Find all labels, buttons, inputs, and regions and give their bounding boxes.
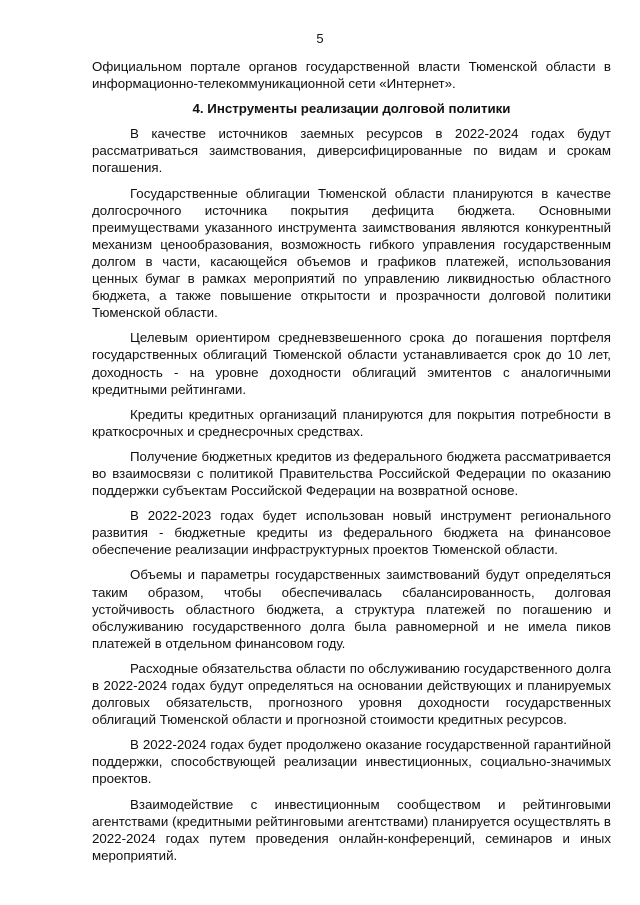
page-number: 5 <box>316 31 324 46</box>
paragraph-borrowing-sources: В качестве источников заемных ресурсов в 2022-2024 годах будут рассматриваться заимствования, диверсифицированные по видам и срокам погашения. <box>92 126 611 176</box>
section-heading: 4. Инструменты реализации долговой политики <box>192 101 511 117</box>
paragraph-government-bonds: Государственные облигации Тюменской области планируются в качестве долгосрочного источника покрытия дефицита бюджета. Основными преимуществами указанного инструмента заимствования являются конкурентный механизм ценообразования, возможность гибкого управления государственным долгом в части, касающейся объемов и графиков платежей, использования ценных бумаг в рамках мероприятий по управлению ликвидностью областного бюджета, а также повышение открытости и прозрачности долговой политики Тюменской области. <box>92 185 611 321</box>
paragraph-infrastructure-loans: В 2022-2023 годах будет использован новый инструмент регионального развития - бюджетные кредиты из федерального бюджета на финансовое обеспечение реализации инфраструктурных проектов Тюменской области. <box>92 508 611 558</box>
document-body <box>92 58 611 872</box>
paragraph-investor-relations: Взаимодействие с инвестиционным сообществом и рейтинговыми агентствами (кредитными рейтинговыми агентствами) планируется осуществлять в 2022-2024 годах путем проведения онлайн-конференций, семинаров и иных мероприятий. <box>92 796 611 863</box>
paragraph-target-maturity: Целевым ориентиром средневзвешенного срока до погашения портфеля государственных облигаций Тюменской области устанавливается срок до 10 лет, доходность - на уровне доходности облигаций эмитентов с аналогичными кредитными рейтингами. <box>92 330 611 397</box>
paragraph-guarantees: В 2022-2024 годах будет продолжено оказание государственной гарантийной поддержки, способствующей реализации инвестиционных, социально-значимых проектов. <box>92 737 611 787</box>
paragraph-bank-loans: Кредиты кредитных организаций планируются для покрытия потребности в краткосрочных и среднесрочных средствах. <box>92 406 611 439</box>
intro-continuation-paragraph: Официальном портале органов государственной власти Тюменской области в информационно-телекоммуникационной сети «Интернет». <box>92 59 611 92</box>
paragraph-borrowing-parameters: Объемы и параметры государственных заимствований будут определяться таким образом, чтобы обеспечивалась сбалансированность, долговая устойчивость областного бюджета, а структура платежей по погашению и обслуживанию государственного долга была равномерной и не имела пиков платежей в отдельном финансовом году. <box>92 567 611 651</box>
paragraph-budget-loans: Получение бюджетных кредитов из федерального бюджета рассматривается во взаимосвязи с политикой Правительства Российской Федерации по оказанию поддержки субъектам Российской Федерации на возвратной основе. <box>92 448 611 499</box>
paragraph-debt-service: Расходные обязательства области по обслуживанию государственного долга в 2022-2024 годах будут определяться на основании действующих и планируемых долговых обязательств, прогнозного уровня доходности государственных облигаций Тюменской области и прогнозной стоимости кредитных ресурсов. <box>92 660 611 728</box>
